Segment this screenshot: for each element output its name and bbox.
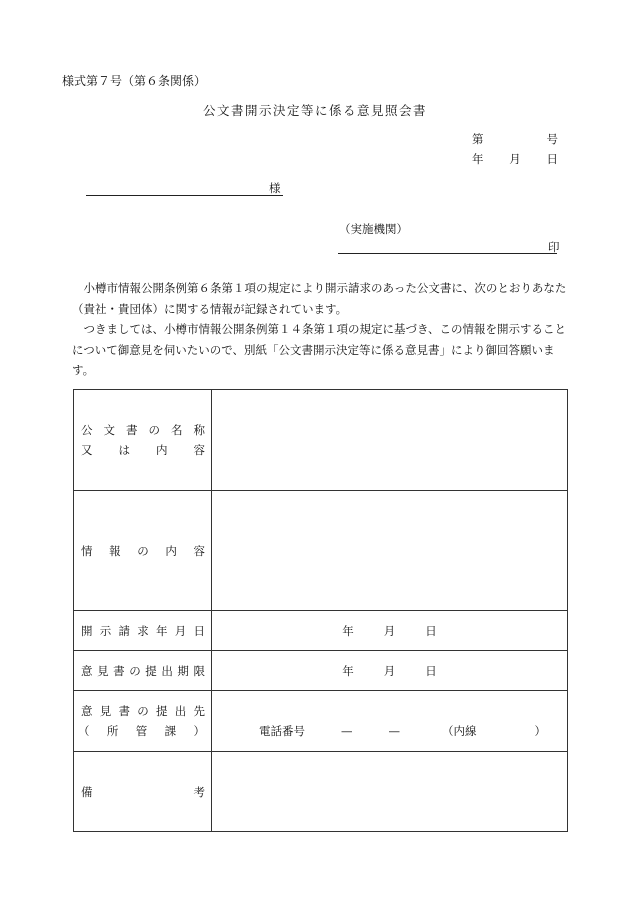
date-day: 日	[546, 152, 558, 166]
value-remarks[interactable]	[212, 752, 568, 832]
value-request-date[interactable]: 年 月 日	[212, 611, 568, 651]
addressee-suffix: 様	[269, 181, 281, 195]
label-document-name: 公 文 書 の 名 称 又 は 内 容	[74, 390, 212, 491]
table-row-remarks	[74, 752, 568, 832]
document-date-row	[472, 151, 558, 167]
seal-mark: 印	[548, 240, 560, 254]
addressee-line	[86, 195, 283, 196]
inquiry-table	[73, 389, 568, 832]
body-text	[72, 278, 572, 381]
table-row-request-date	[74, 611, 568, 651]
document-title: 公文書開示決定等に係る意見照会書	[202, 103, 427, 118]
body-paragraph-1: 小樽市情報公開条例第６条第１項の規定により開示請求のあった公文書に、次のとおりあなた（貴社・貴団体）に関する情報が記録されています。	[72, 281, 567, 316]
value-submit-to[interactable]	[212, 691, 568, 752]
value-document-name[interactable]	[212, 390, 568, 491]
form-number: 様式第７号（第６条関係）	[62, 74, 207, 88]
label-request-date: 開 示 請 求 年 月 日	[74, 611, 212, 651]
label-submit-to: 意 見 書 の 提 出 先 （ 所 管 課 ）	[74, 691, 212, 752]
label-remarks: 備 考	[74, 752, 212, 832]
phone-dash-1: —	[341, 724, 353, 738]
agency-label: （実施機関）	[339, 222, 408, 236]
extension-close: ）	[534, 724, 546, 738]
table-row-info-content	[74, 491, 568, 611]
phone-line	[212, 723, 567, 739]
table-row-submit-to	[74, 691, 568, 752]
document-number-row	[472, 131, 558, 147]
body-paragraph-2: つきましては、小樽市情報公開条例第１４条第１項の規定に基づき、この情報を開示することについて御意見を伺いたいので、別紙「公文書開示決定等に係る意見書」により御回答願います。	[72, 322, 567, 377]
number-suffix: 号	[546, 132, 558, 146]
label-info-content: 情 報 の 内 容	[74, 491, 212, 611]
date-year: 年	[472, 152, 484, 166]
label-deadline: 意 見 書 の 提 出 期 限	[74, 651, 212, 691]
agency-name-line	[338, 253, 557, 254]
number-prefix: 第	[472, 132, 484, 146]
value-info-content[interactable]	[212, 491, 568, 611]
date-month: 月	[509, 152, 521, 166]
extension-label: （内線	[442, 724, 477, 738]
phone-dash-2: —	[388, 724, 400, 738]
table-row-document-name	[74, 390, 568, 491]
table-row-deadline	[74, 651, 568, 691]
value-deadline[interactable]: 年 月 日	[212, 651, 568, 691]
phone-label: 電話番号	[259, 724, 305, 738]
